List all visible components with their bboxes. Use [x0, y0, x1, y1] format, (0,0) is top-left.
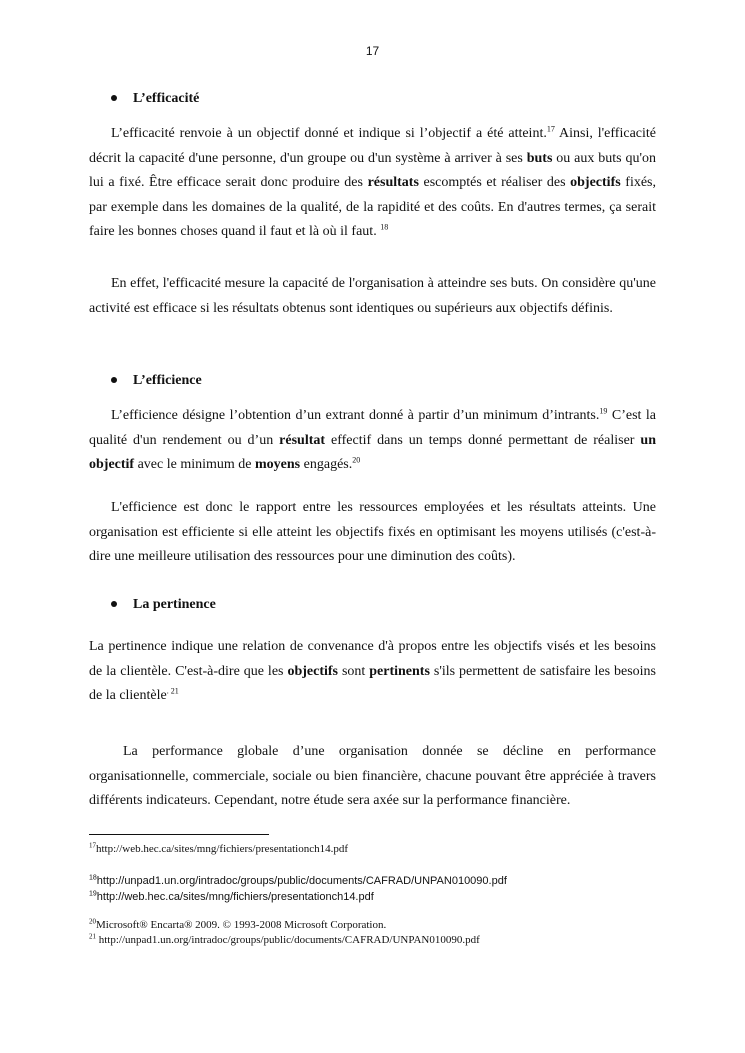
- bold-term: objectifs: [570, 175, 621, 190]
- footnote-ref: . 21: [166, 686, 179, 696]
- paragraph: [89, 496, 656, 570]
- footnote-ref: 19: [599, 406, 608, 416]
- footnote-text: http://web.hec.ca/sites/mng/fichiers/presentationch14.pdf: [96, 843, 349, 855]
- text-run: effectif dans un temps donné permettant de réaliser: [325, 432, 641, 448]
- bold-term: objectifs: [287, 663, 338, 679]
- footnote-ref: 18: [380, 222, 389, 232]
- text-run: L’efficacité renvoie à un objectif donné et indique si l’objectif a été atteint.: [111, 126, 547, 141]
- text-run: L’efficience désigne l’obtention d’un extrant donné à partir d’un minimum d’intrants.: [111, 408, 600, 423]
- bold-term: un objectif: [89, 432, 656, 472]
- bullet-icon: [111, 377, 117, 383]
- text-run: La pertinence indique une relation de convenance d'à propos entre les objectifs visés et les besoins de la clientèle. C'est-à-dire que les: [89, 639, 656, 679]
- footnote-ref: 20: [352, 455, 361, 465]
- paragraph: [89, 272, 656, 321]
- bullet-icon: [111, 95, 117, 101]
- text-run: L'efficience est donc le rapport entre les ressources employées et les résultats atteints. Une organisation est efficiente si elle atteint les objectifs fixés en optimisant les moyens utilisés (c'est-à-dire une meilleure utilisation des ressources pour une diminution des coûts).: [89, 500, 656, 564]
- footnote-17: [89, 843, 348, 856]
- footnote-number: 21: [89, 932, 96, 941]
- heading-text: L’efficience: [133, 373, 202, 388]
- footnote-19: [89, 891, 374, 904]
- footnote-number: 19: [89, 890, 97, 898]
- bold-term: moyens: [255, 457, 301, 472]
- footnote-text: http://web.hec.ca/sites/mng/fichiers/presentationch14.pdf: [96, 891, 374, 903]
- footnote-text: Microsoft® Encarta® 2009. © 1993-2008 Microsoft Corporation.: [96, 919, 387, 931]
- text-run: ou aux buts qu'on lui a fixé. Être efficace serait donc produire des: [89, 150, 656, 190]
- bold-term: buts: [526, 150, 553, 166]
- heading-efficacite: [111, 90, 199, 108]
- text-run: escomptés et réaliser des: [418, 175, 571, 190]
- paragraph: [89, 404, 656, 478]
- heading-text: La pertinence: [133, 597, 216, 612]
- bullet-icon: [111, 601, 117, 607]
- text-run: Ainsi, l'efficacité décrit la capacité d'une personne, d'un groupe ou d'un système à arriver à ses: [89, 126, 656, 166]
- page-number: 17: [365, 44, 380, 58]
- paragraph: [89, 740, 656, 814]
- heading-efficience: [111, 372, 202, 390]
- footnote-number: 20: [89, 917, 96, 926]
- footnote-18: [89, 875, 507, 888]
- text-run: La performance globale d’une organisation donnée se décline en performance organisationnelle, commerciale, sociale ou bien financière, chacune pouvant être appréciée à travers différents indicateurs. Cependant, notre étude sera axée sur la performance financière.: [89, 744, 656, 808]
- footnote-text: http://unpad1.un.org/intradoc/groups/public/documents/CAFRAD/UNPAN010090.pdf: [96, 934, 480, 946]
- bold-term: résultat: [279, 432, 326, 448]
- text-run: En effet, l'efficacité mesure la capacité de l'organisation à atteindre ses buts. On considère qu'une activité est efficace si les résultats obtenus sont identiques ou supérieurs aux objectifs définis.: [89, 276, 656, 316]
- bold-term: résultats: [367, 175, 419, 190]
- footnote-21: [89, 934, 480, 947]
- footnote-20: [89, 919, 386, 932]
- heading-text: L’efficacité: [133, 91, 200, 106]
- text-run: avec le minimum de: [134, 457, 256, 472]
- footnote-text: http://unpad1.un.org/intradoc/groups/public/documents/CAFRAD/UNPAN010090.pdf: [96, 875, 507, 887]
- text-run: s'ils permettent de satisfaire les besoins de la clientèle: [89, 663, 657, 703]
- text-run: sont: [338, 663, 370, 679]
- paragraph: [89, 635, 656, 709]
- bold-term: pertinents: [369, 663, 430, 679]
- paragraph: [89, 122, 656, 245]
- footnote-separator: [89, 834, 269, 835]
- text-run: engagés.: [300, 457, 353, 472]
- heading-pertinence: [111, 596, 216, 614]
- text-run: fixés, par exemple dans les domaines de la qualité, de la rapidité et des coûts. En d'autres termes, ça serait faire les bonnes choses quand il faut et là où il faut.: [89, 175, 656, 239]
- footnote-number: 18: [89, 874, 97, 882]
- footnote-ref: 17: [546, 124, 555, 134]
- text-run: C’est la qualité d'un rendement ou d’un: [89, 408, 657, 448]
- footnote-number: 17: [89, 841, 96, 850]
